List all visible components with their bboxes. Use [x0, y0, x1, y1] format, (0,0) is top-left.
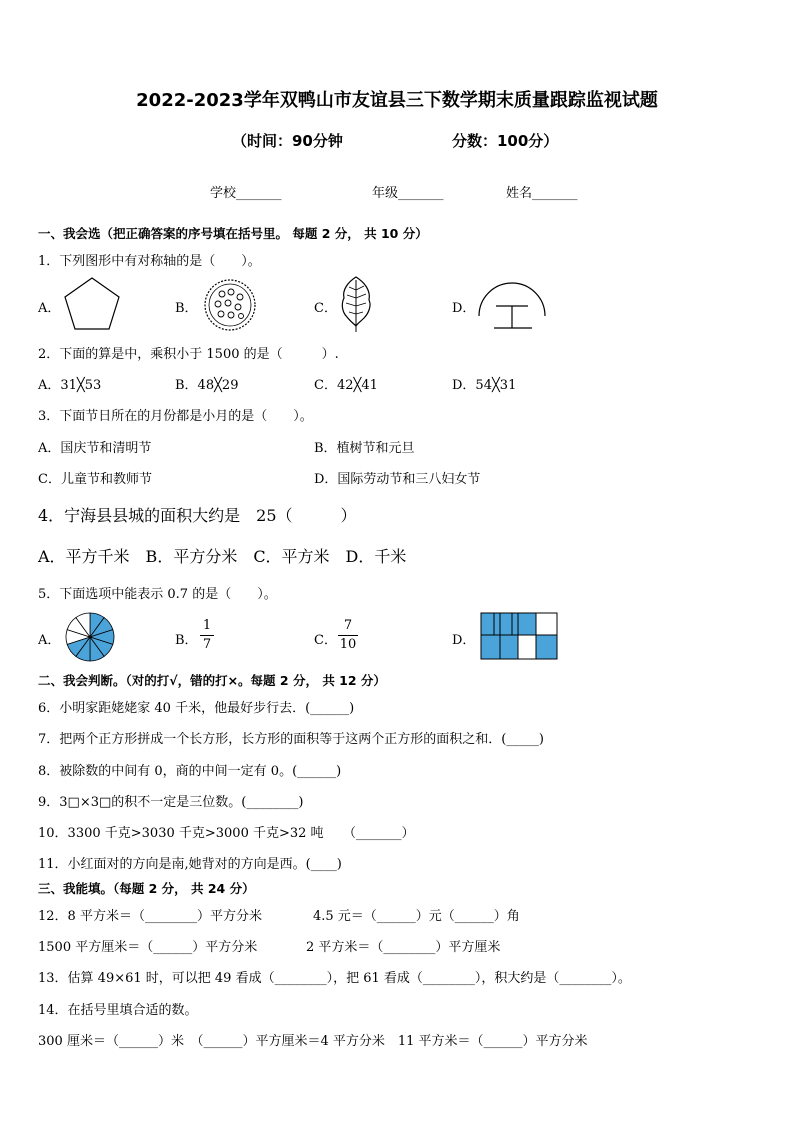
pie-fraction-icon: [64, 611, 116, 663]
q2-option-a: A．31╳53: [38, 378, 102, 393]
q3-option-d: D．国际劳动节和三八妇女节: [314, 472, 481, 487]
question-12-line-2a: 1500 平方厘米＝（______）平方分米: [38, 940, 258, 955]
grid-cell: [518, 635, 536, 659]
q2-option-c: C．42╳41: [314, 378, 378, 393]
question-4: 4．宁海县县城的面积大约是 25（ ）: [38, 506, 357, 525]
grade-field: 年级_______: [372, 186, 444, 201]
q5-option-c-label: C．: [314, 633, 337, 648]
question-8: 8．被除数的中间有 0，商的中间一定有 0。(______): [38, 764, 342, 779]
q1-option-d-label: D．: [452, 301, 476, 316]
question-2: 2．下面的算是中，乘积小于 1500 的是（ ）.: [38, 347, 339, 362]
school-field: 学校_______: [210, 186, 282, 201]
grid-cell: [536, 635, 557, 659]
grid-cell: [512, 613, 518, 635]
question-14: 14．在括号里填合适的数。: [38, 1003, 198, 1018]
section-1-heading: 一、我会选（把正确答案的序号填在括号里。 每题 2 分， 共 10 分）: [38, 226, 428, 241]
question-11: 11．小红面对的方向是南,她背对的方向是西。(____): [38, 857, 342, 872]
grid-cell: [518, 613, 536, 635]
grid-cell: [500, 635, 518, 659]
exam-score: 分数：100分）: [452, 132, 559, 150]
question-10: 10．3300 千克>3030 千克>3000 千克>32 吨 （_______）: [38, 826, 415, 841]
q5-option-a-label: A．: [38, 633, 61, 648]
question-13: 13．估算 49×61 时，可以把 49 看成（________），把 61 看成（________），积大约是（________）。: [38, 971, 631, 986]
q1-option-b-label: B．: [175, 301, 198, 316]
fraction-seven-tenths: [338, 618, 358, 653]
q2-option-b: B．48╳29: [175, 378, 239, 393]
question-9: 9．3□×3□的积不一定是三位数。(________): [38, 795, 304, 810]
name-field: 姓名_______: [506, 186, 578, 201]
q1-option-c-label: C．: [314, 301, 337, 316]
question-1: 1．下列图形中有对称轴的是（ ）。: [38, 254, 261, 269]
grid-fraction-icon: [480, 612, 558, 660]
grid-cell: [500, 613, 512, 635]
question-3: 3．下面节日所在的月份都是小月的是（ ）。: [38, 409, 313, 424]
question-12-line-1b: 4.5 元＝（______）元（______）角: [313, 909, 520, 924]
section-2-heading: 二、我会判断。（对的打√，错的打×。每题 2 分， 共 12 分）: [38, 673, 386, 688]
q5-option-d-label: D．: [452, 633, 476, 648]
grid-cell: [481, 613, 494, 635]
question-12-line-1a: 12．8 平方米＝（________）平方分米: [38, 909, 262, 924]
arch-icon: [476, 276, 548, 334]
q3-option-a: A．国庆节和清明节: [38, 441, 152, 456]
question-14-line: 300 厘米＝（______）米 （______）平方厘米＝4 平方分米 11 平方米＝（______）平方分米: [38, 1034, 588, 1049]
grid-cell: [494, 613, 500, 635]
leaf-icon: [338, 274, 374, 334]
exam-time: （时间：90分钟: [232, 132, 343, 150]
q3-option-b: B．植树节和元旦: [314, 441, 415, 456]
fraction-bar: [338, 635, 358, 636]
fraction-denominator: 10: [339, 637, 357, 652]
q3-option-c: C．儿童节和教师节: [38, 472, 152, 487]
cookie-icon: [200, 276, 260, 334]
pentagon-icon: [62, 275, 122, 333]
fraction-numerator: 7: [343, 618, 353, 633]
question-12-line-2b: 2 平方米＝（________）平方厘米: [306, 940, 501, 955]
q5-option-b-label: B．: [175, 633, 198, 648]
fraction-bar: [200, 635, 214, 636]
question-5: 5．下面选项中能表示 0.7 的是（ ）。: [38, 587, 277, 602]
fraction-numerator: 1: [202, 618, 212, 633]
section-3-heading: 三、我能填。（每题 2 分， 共 24 分）: [38, 881, 255, 896]
q2-option-d: D．54╳31: [452, 378, 517, 393]
q4-options: A．平方千米 B．平方分米 C．平方米 D．千米: [38, 547, 407, 566]
q1-option-a-label: A．: [38, 301, 61, 316]
page-title: 2022-2023学年双鸭山市友谊县三下数学期末质量跟踪监视试题: [136, 90, 658, 111]
question-7: 7．把两个正方形拼成一个长方形，长方形的面积等于这两个正方形的面积之和．(_____): [38, 732, 544, 747]
fraction-one-seventh: [200, 618, 214, 653]
fraction-denominator: 7: [202, 637, 212, 652]
grid-cell: [481, 635, 500, 659]
question-6: 6．小明家距姥姥家 40 千米，他最好步行去．(______): [38, 701, 355, 716]
grid-cell: [536, 613, 557, 635]
